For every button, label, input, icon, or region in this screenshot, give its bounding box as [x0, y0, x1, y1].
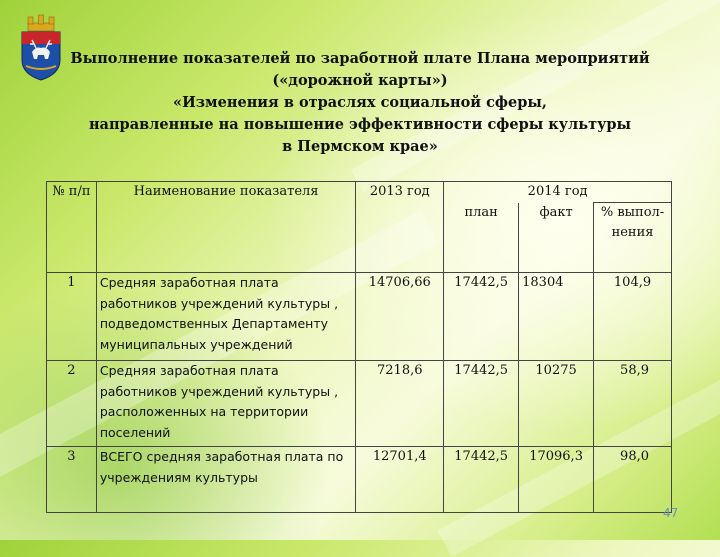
cell-fact: 17096,3: [519, 447, 594, 513]
cell-name: Средняя заработная плата работников учреждений культуры , подведомственных Департаменту муниципальных учреждений: [96, 273, 355, 361]
table-row: [47, 447, 672, 513]
cell-2013: 14706,66: [356, 273, 444, 361]
cell-percent: 58,9: [594, 361, 672, 447]
cell-name: ВСЕГО средняя заработная плата по учреждениям культуры: [96, 447, 355, 513]
title-line: («дорожной карты»): [272, 72, 448, 89]
coat-of-arms-icon: [16, 14, 66, 82]
cell-fact: 18304: [519, 273, 594, 361]
header-2014: 2014 год: [444, 182, 672, 203]
title-line: в Пермском крае»: [282, 138, 438, 155]
header-num: № п/п: [47, 182, 97, 273]
cell-num: 2: [47, 361, 97, 447]
header-fact: факт: [519, 203, 594, 273]
cell-num: 1: [47, 273, 97, 361]
title-line: направленные на повышение эффективности сферы культуры: [88, 116, 632, 133]
cell-plan: 17442,5: [444, 273, 519, 361]
cell-2013: 12701,4: [356, 447, 444, 513]
cell-num: 3: [47, 447, 97, 513]
page-title: [70, 48, 650, 158]
table-row: [47, 361, 672, 447]
cell-plan: 17442,5: [444, 361, 519, 447]
header-2013: 2013 год: [356, 182, 444, 273]
header-name: Наименование показателя: [96, 182, 355, 273]
header-plan: план: [444, 203, 519, 273]
cell-plan: 17442,5: [444, 447, 519, 513]
header-row: [47, 182, 672, 203]
title-line: Выполнение показателей по заработной плате Плана мероприятий: [70, 50, 650, 67]
cell-name: Средняя заработная плата работников учреждений культуры , расположенных на территории поселений: [96, 361, 355, 447]
cell-percent: 104,9: [594, 273, 672, 361]
cell-percent: 98,0: [594, 447, 672, 513]
cell-fact: 10275: [519, 361, 594, 447]
cell-2013: 7218,6: [356, 361, 444, 447]
header-percent: % выпол- нения: [594, 203, 672, 273]
page-number: 47: [663, 506, 679, 520]
title-line: «Изменения в отраслях социальной сферы,: [173, 94, 547, 111]
table-row: [47, 273, 672, 361]
salary-table: [46, 181, 672, 513]
